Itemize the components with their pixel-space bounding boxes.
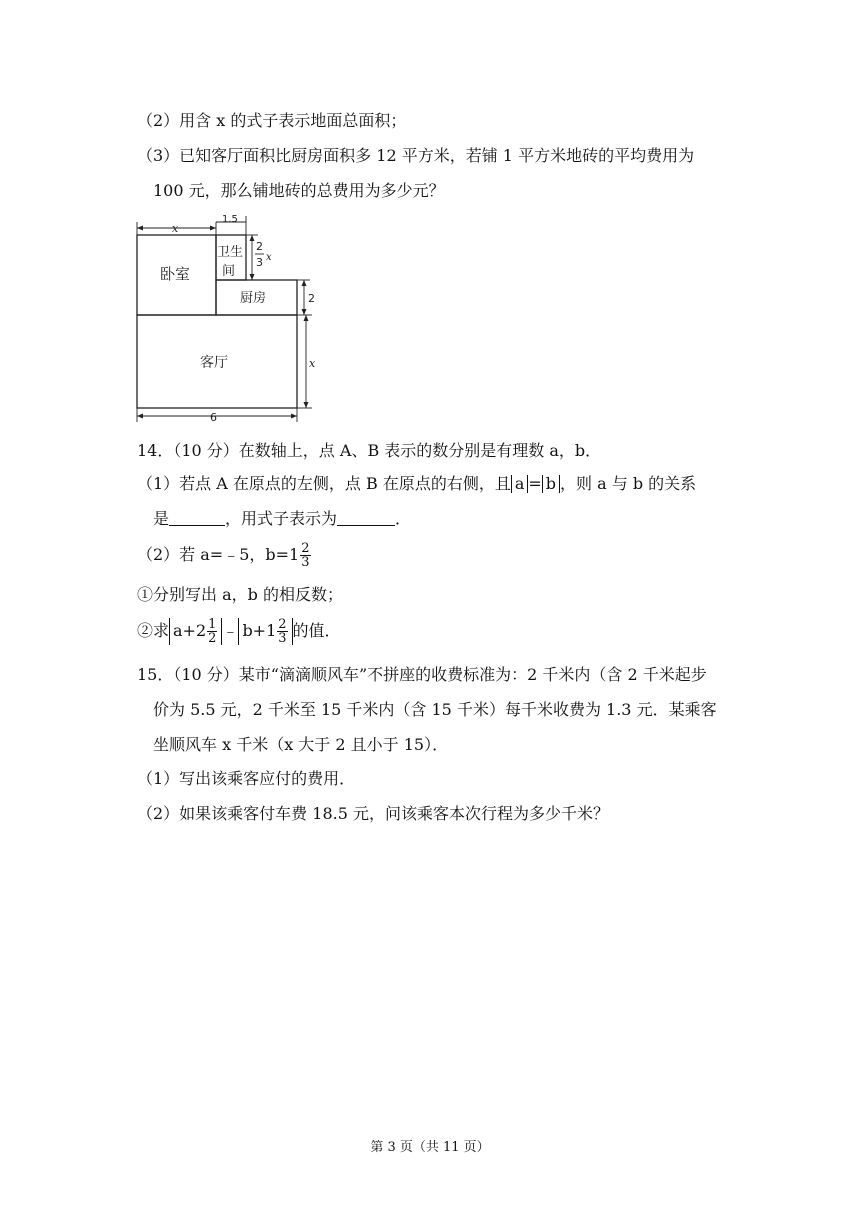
q14-item1: ①分别写出 a，b 的相反数；	[137, 585, 343, 604]
q15-part2: （2）如果该乘客付车费 18.5 元，问该乘客本次行程为多少千米？	[137, 804, 609, 823]
q14-p1-text-b: ，则 a 与 b 的关系	[560, 474, 697, 493]
q14-item2-frac1: $\frac{1}{2}$	[208, 617, 217, 646]
q14-item2-suffix: 的值．	[292, 621, 341, 640]
q14-abs-a: a	[511, 475, 529, 493]
dim-frac-num: 2	[256, 240, 263, 253]
page-footer: 第 3 页（共 11 页）	[370, 1140, 490, 1155]
q14-stem: 14．（10 分）在数轴上，点 A、B 表示的数分别是有理数 a，b．	[137, 441, 602, 460]
q14-p1-text-e: ．	[395, 509, 412, 528]
q14-abs-b: b	[542, 475, 560, 493]
room-living: 客厅	[200, 355, 228, 371]
q14-item2-minus: ﹣	[222, 621, 239, 640]
q14-p2-text: （2）若 a=﹣5，b=1	[137, 545, 300, 564]
answer-blank-1[interactable]	[169, 509, 225, 526]
q14-p1-text-a: （1）若点 A 在原点的左侧，点 B 在原点的右侧，且	[137, 474, 511, 493]
dim-bottom-6: 6	[210, 411, 217, 424]
room-bath-bottom: 间	[222, 264, 236, 279]
dim-top-1-5: 1.5	[222, 214, 238, 225]
dim-right-x: x	[309, 357, 316, 370]
q14-p2-fraction: $\frac{2}{3}$	[301, 541, 310, 570]
q14-p1-text-c: 是	[153, 509, 170, 528]
q13-part2: （2）用含 x 的式子表示地面总面积；	[137, 111, 407, 130]
q15-line3: 坐顺风车 x 千米（x 大于 2 且小于 15）．	[153, 735, 449, 754]
q14-item2	[137, 618, 341, 645]
q15-part1: （1）写出该乘客应付的费用．	[137, 769, 356, 788]
q15-line1: 15．（10 分）某市“滴滴顺风车”不拼座的收费标准为：2 千米内（含 2 千米起步	[137, 665, 707, 684]
room-bedroom: 卧室	[160, 265, 191, 283]
room-bath-top: 卫生	[217, 245, 244, 260]
q13-part3-line2: 100 元，那么铺地砖的总费用为多少元？	[153, 181, 445, 200]
q14-item2-abs1: a+2 $\frac{1}{2}$	[169, 618, 222, 645]
q14-part1-line1	[137, 473, 696, 495]
dim-top-x: x	[172, 222, 179, 235]
q13-part3-line1: （3）已知客厅面积比厨房面积多 12 平方米，若铺 1 平方米地砖的平均费用为	[137, 146, 695, 165]
q14-item2-prefix: ②求	[137, 621, 170, 640]
q15-line2: 价为 5.5 元，2 千米至 15 千米内（含 15 千米）每千米收费为 1.3 元．某乘客	[153, 700, 717, 719]
q14-p1-text-d: ，用式子表示为	[225, 509, 338, 528]
room-kitchen: 厨房	[240, 291, 267, 306]
q14-item2-abs2: b+1 $\frac{2}{3}$	[238, 618, 292, 645]
answer-blank-2[interactable]	[337, 509, 395, 526]
q14-p1-eq: =	[528, 474, 542, 493]
q14-item2-frac2: $\frac{2}{3}$	[278, 617, 287, 646]
dim-frac-var: x	[266, 252, 272, 263]
floor-plan-figure	[128, 210, 328, 428]
dim-frac-den: 3	[256, 256, 263, 269]
dim-right-2: 2	[308, 292, 315, 305]
q14-part1-line2	[153, 508, 411, 530]
q14-part2	[137, 542, 312, 569]
